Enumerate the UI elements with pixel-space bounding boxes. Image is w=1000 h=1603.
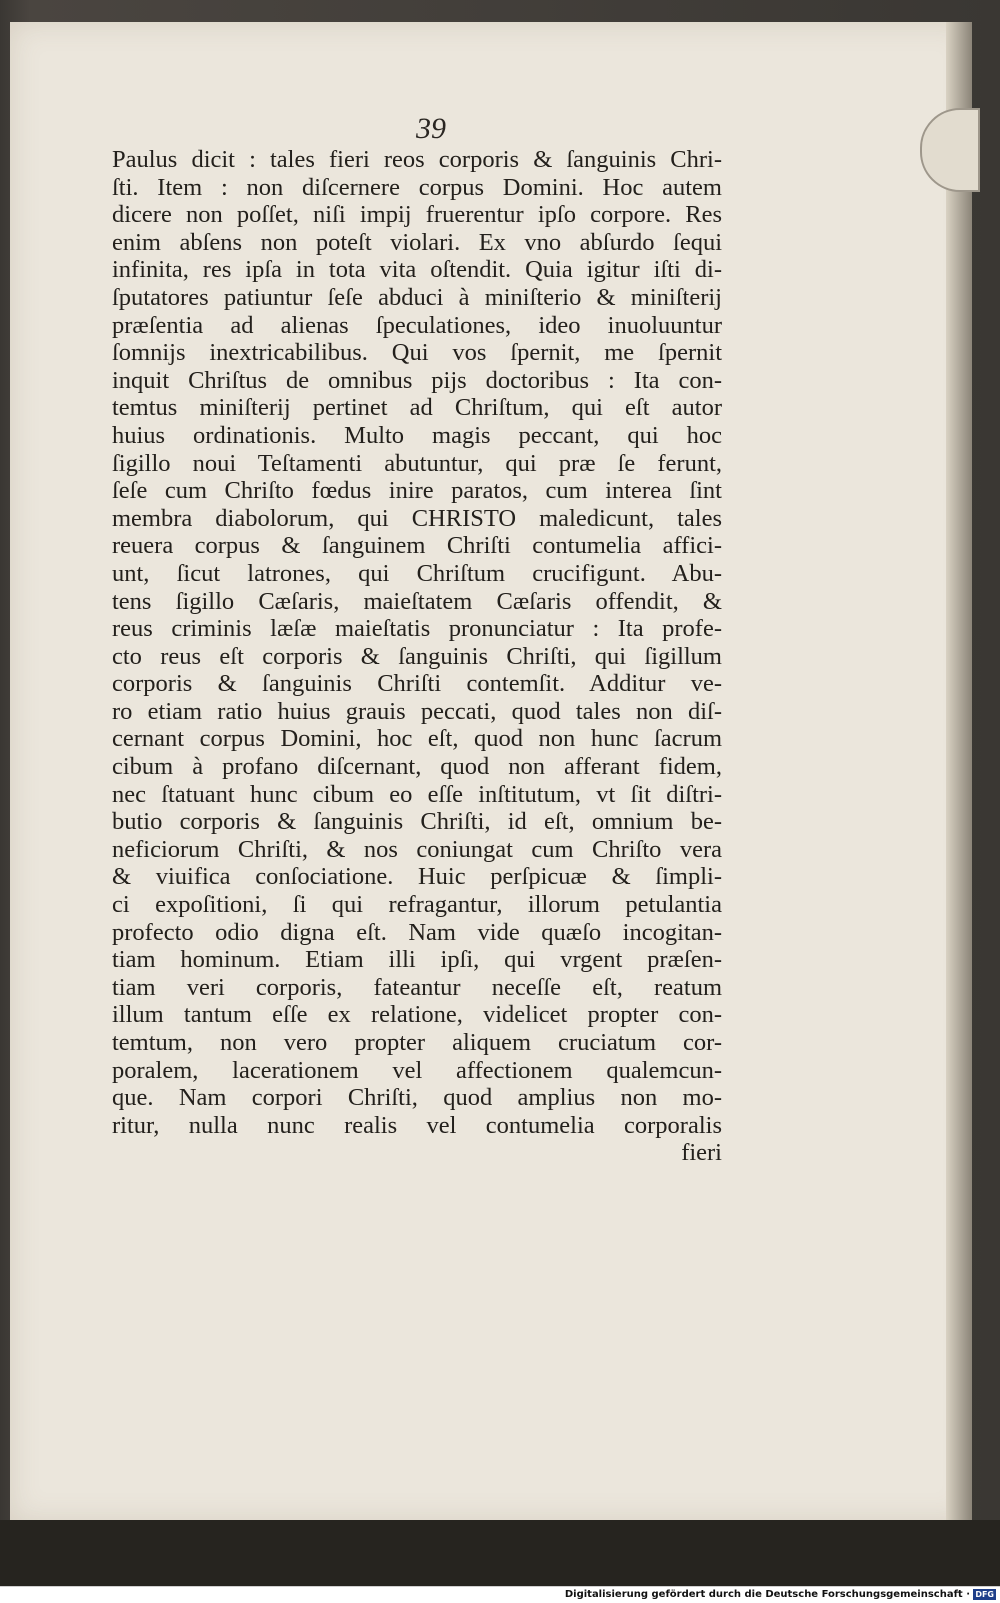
text-line: unt, ſicut latrones, qui Chriſtum crucifigunt. Abu- [112, 559, 722, 587]
text-line: neficiorum Chriſti, & nos coniungat cum Chriſto vera [112, 835, 722, 863]
text-line: tiam hominum. Etiam illi ipſi, qui vrgent præſen- [112, 946, 722, 974]
text-line: dicere non poſſet, niſi impij fruerentur ipſo corpore. Res [112, 201, 722, 229]
text-line: reuera corpus & ſanguinem Chriſti contumelia affici- [112, 532, 722, 560]
text-line: ſigillo noui Teſtamenti abutuntur, qui præ ſe ferunt, [112, 449, 722, 477]
footer-credit: Digitalisierung gefördert durch die Deutsche Forschungsgemeinschaft · [564, 1589, 970, 1600]
catchword: fieri [681, 1139, 722, 1167]
text-line: ſputatores patiuntur ſeſe abduci à miniſterio & miniſterij [112, 283, 722, 311]
text-line: nec ſtatuant hunc cibum eo eſſe inſtitutum, vt ſit diſtri- [112, 780, 722, 808]
text-line: ci expoſitioni, ſi qui refragantur, illorum petulantia [112, 891, 722, 919]
text-line: corporis & ſanguinis Chriſti contemſit. Additur ve- [112, 670, 722, 698]
page-number: 39 [416, 112, 446, 145]
text-line: enim abſens non poteſt violari. Ex vno abſurdo ſequi [112, 228, 722, 256]
text-line: inquit Chriſtus de omnibus pijs doctoribus : Ita con- [112, 366, 722, 394]
dfg-logo: DFG [975, 1590, 994, 1599]
scanner-bed [0, 1520, 1000, 1588]
text-line: & viuifica conſociatione. Huic perſpicuæ & ſimpli- [112, 863, 722, 891]
text-line: Paulus dicit : tales fieri reos corporis & ſanguinis Chri- [112, 146, 722, 173]
text-line: illum tantum eſſe ex relatione, videlicet propter con- [112, 1001, 722, 1029]
text-line: ſomnijs inextricabilibus. Qui vos ſpernit, me ſpernit [112, 339, 722, 367]
text-line: temtum, non vero propter aliquem cruciatum cor- [112, 1029, 722, 1056]
text-line: que. Nam corpori Chriſti, quod amplius non mo- [112, 1084, 722, 1112]
text-line: ſeſe cum Chriſto fœdus inire paratos, cum interea ſint [112, 477, 722, 505]
text-line: ro etiam ratio huius grauis peccati, quod tales non diſ- [112, 697, 722, 725]
text-line: præſentia ad alienas ſpeculationes, ideo inuoluuntur [112, 311, 722, 339]
footer-bar [0, 1586, 1000, 1603]
text-line: ſti. Item : non diſcernere corpus Domini. Hoc autem [112, 173, 722, 201]
text-line: ritur, nulla nunc realis vel contumelia corporalis [112, 1111, 722, 1139]
text-line: tens ſigillo Cæſaris, maieſtatem Cæſaris offendit, & [112, 587, 722, 615]
text-line: cto reus eſt corporis & ſanguinis Chriſti, qui ſigillum [112, 642, 722, 670]
text-line: cibum à profano diſcernant, quod non afferant fidem, [112, 753, 722, 781]
text-line: reus criminis læſæ maieſtatis pronunciatur : Ita profe- [112, 615, 722, 643]
text-line: butio corporis & ſanguinis Chriſti, id eſt, omnium be- [112, 808, 722, 836]
text-line: profecto odio digna eſt. Nam vide quæſo incogitan- [112, 918, 722, 946]
text-line: cernant corpus Domini, hoc eſt, quod non hunc ſacrum [112, 725, 722, 753]
text-line: tiam veri corporis, fateantur neceſſe eſt, reatum [112, 973, 722, 1001]
text-line: poralem, lacerationem vel affectionem qualemcun- [112, 1056, 722, 1084]
page-edge [946, 22, 972, 1522]
text-line: infinita, res ipſa in tota vita oſtendit. Quia igitur iſti di- [112, 256, 722, 284]
text-line: huius ordinationis. Multo magis peccant, qui hoc [112, 421, 722, 449]
text-line: temtus miniſterij pertinet ad Chriſtum, qui eſt autor [112, 394, 722, 422]
text-line: membra diabolorum, qui CHRISTO maledicunt, tales [112, 504, 722, 532]
body-text [112, 146, 722, 1167]
